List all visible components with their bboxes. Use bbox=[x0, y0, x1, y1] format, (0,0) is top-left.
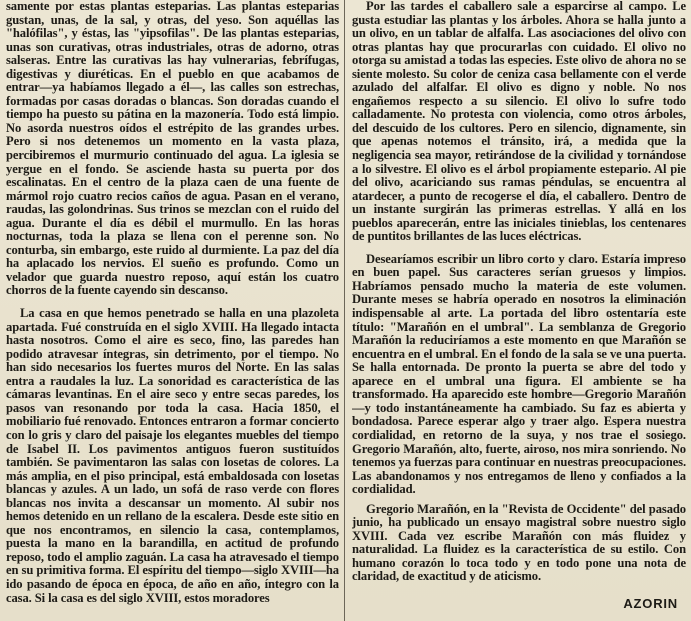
column-divider bbox=[344, 0, 345, 621]
right-paragraph-3: Gregorio Marañón, en la "Revista de Occidente" del pasado junio, ha publicado un ensayo magistral sobre nuestro siglo XVIII. Cada vez escribe Marañón con más fluidez y naturalidad. La fluidez es la característica de su estilo. Con humano corazón lo toca todo y en todo pone una nota de claridad, de exactitud y de aticismo. bbox=[352, 501, 686, 584]
left-column bbox=[6, 0, 339, 621]
left-paragraph-1: samente por estas plantas esteparias. Las plantas esteparias gustan, unas, de la sal, y otras, del yeso. Son aquéllas las "halófilas", y éstas, las "yipsofilas". De las plantas esteparias, unas son curativas, otras industriales, otras de adorno, otras salseras. Entre las curativas las hay vulnerarias, febrífugas, digestivas y diuréticas. En el pueblo en que acabamos de entrar—ya habíamos llegado a él—, las calles son estrechas, formadas por casas doradas o blancas. Son doradas cuando el tiempo ha puesto su pátina en la mazonería. Todo está limpio. No asorda nuestros oídos el estrépito de las grandes urbes. Pero si nos detenemos un momento en la vasta plaza, percibiremos el murmurio continuado del agua. La iglesia se yergue en el fondo. Se asciende hasta su puerta por dos escalinatas. En el centro de la plaza caen de una fuente de mármol rojo cuatro recios caños de agua. Pasan en el verano, raudas, las golondrinas. Sus trinos se mezclan con el ruido del agua. Durante el día es débil el murmullo. En las horas nocturnas, toda la plaza se llena con el perenne son. No conturba, sin embargo, este ruido al durmiente. La paz del día ha aplacado los nervios. El sueño es profundo. Como un velador que guarda nuestro reposo, aquí están los cuatro chorros de la fuente cayendo sin descanso. bbox=[6, 0, 339, 298]
right-paragraph-2: Desearíamos escribir un libro corto y claro. Estaría impreso en buen papel. Sus caracteres serían gruesos y limpios. Habríamos pensado mucho la materia de este volumen. Durante meses se habría operado en nosotros la eliminación indispensable al arte. La portada del libro ostentaría este título: "Marañón en el umbral". La semblanza de Gregorio Marañón la reduciríamos a este momento en que Marañón se encuentra en el umbral. En el fondo de la sala se ve una puerta. Se halla entornada. De pronto la puerta se abre del todo y aparece en el umbral una figura. El ambiente se ha transformado. Ha aparecido este hombre—Gregorio Marañón—y todo instantáneamente ha cambiado. Su faz es abierta y bondadosa. Parece esperar algo y traer algo. Espera nuestra cordialidad, en retorno de la suya, y nos trae el sosiego. Gregorio Marañón, alto, fuerte, airoso, nos mira sonriendo. No tenemos ya fuerzas para continuar en nuestras preocupaciones. Las abandonamos y nos entregamos de lleno y confiados a la cordialidad. bbox=[352, 251, 686, 497]
right-paragraph-1: Por las tardes el caballero sale a esparcirse al campo. Le gusta estudiar las plantas y los árboles. Ahora se halla junto a un olivo, en un tablar de alfalfa. Las asociaciones del olivo con otras plantas hay que procurarlas con cuidado. El olivo no otorga su amistad a todas las especies. Este olivo de ahora no se siente molesto. Su color de ceniza casa bellamente con el verde azulado del alfalfar. El olivo es digno y noble. No nos engañemos respecto a su silencio. El olivo lo sufre todo calladamente. No protesta con violencia, como otros árboles, del descuido de los cultores. Pero en silencio, dignamente, sin que apenas notemos el tránsito, irá, a medida que la negligencia sea mayor, retirándose de la civilidad y tornándose a lo silvestre. El olivo es el árbol propiamente estepario. Al pie del olivo, acariciando sus ramas péndulas, se encuentra al atardecer, a punto de recogerse el día, el caballero. Dentro de un instante surgirán las primeras estrellas. Y allá en los pueblos aparecerán, entre las iniciales tinieblas, los centenares de puntitos brillantes de las luces eléctricas. bbox=[352, 0, 686, 244]
right-column bbox=[352, 0, 686, 621]
left-paragraph-2: La casa en que hemos penetrado se halla en una plazoleta apartada. Fué construída en el siglo XVIII. Ha llegado intacta hasta nosotros. Como el aire es seco, fino, las paredes han podido atravesar íntegras, sin detrimento, por el tiempo. No han sido necesarios los fuertes muros del Norte. En las salas entra a raudales la luz. La sonoridad es característica de las cámaras levantinas. En el aire seco y entre secas paredes, los pasos van resonando por toda la casa. Hacia 1850, el mobiliario fué renovado. Entonces entraron a formar concierto con lo gris y claro del paisaje los elegantes muebles del tiempo de Isabel II. Los pavimentos antiguos fueron sustituídos también. Se pavimentaron las salas con losetas de colores. La más amplia, en el piso principal, está embaldosada con losetas blancas y azules. A un lado, un sofá de raso verde con flores blancas nos invita a descansar un momento. Al subir nos hemos detenido en un rellano de la escalera. Desde este sitio en que nos encontramos, en silencio la casa, contemplamos, puesta la mano en la barandilla, en actitud de profundo reposo, todo el amplio zaguán. La casa ha atravesado el tiempo en su primitiva forma. El espíritu del tiempo—siglo XVIII—ha ido pasando de época en época, de año en año, íntegro con la casa. Si la casa es del siglo XVIII, estos moradores bbox=[6, 306, 339, 605]
author-signature: AZORIN bbox=[623, 596, 678, 611]
